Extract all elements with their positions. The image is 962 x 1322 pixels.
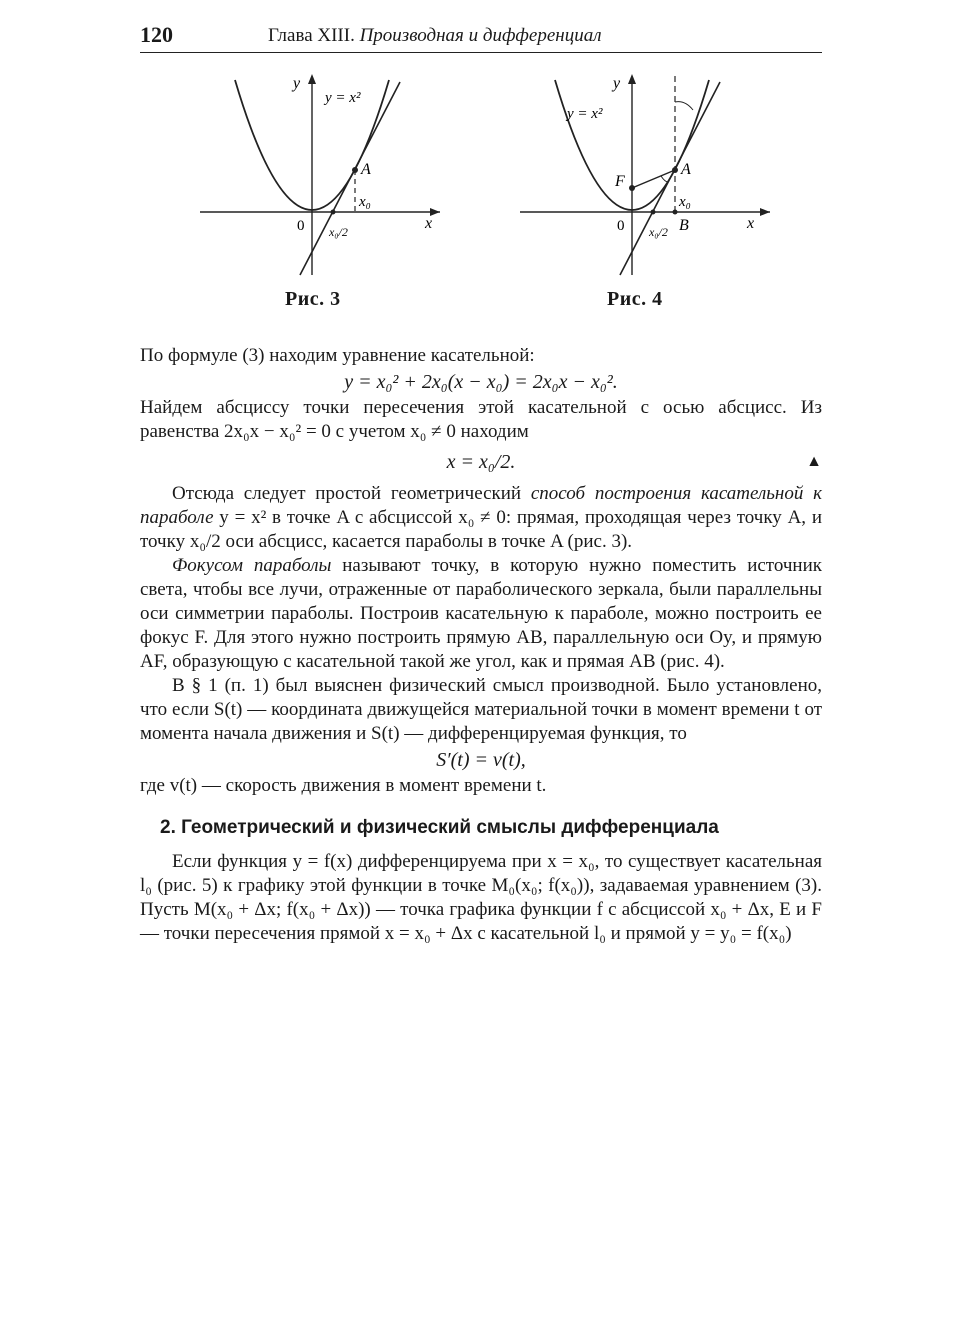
- point-b-label: B: [679, 217, 689, 234]
- paragraph-focus: [140, 554, 822, 674]
- running-header: [140, 20, 822, 53]
- focus-term: Фокусом параболы: [172, 555, 332, 576]
- qed-mark: ▲: [806, 453, 822, 470]
- x0-label: x₀: [679, 194, 691, 210]
- point-f: [629, 185, 635, 191]
- y-axis-arrow: [308, 74, 316, 84]
- formula-x-half-text: x = x₀/2.: [446, 451, 516, 473]
- paragraph-construction: [140, 482, 822, 554]
- figure-3-diagram: [195, 70, 445, 280]
- paragraph-intersection: Найдем абсциссу точки пересечения этой касательной с осью абсцисс. Из равенства 2x₀x − x₀² = 0 с учетом x₀ ≠ 0 находим: [140, 397, 822, 442]
- paragraph-velocity-def: где v(t) — скорость движения в момент времени t.: [140, 775, 547, 796]
- figure-4-diagram: [515, 70, 775, 280]
- x0-label: x₀: [359, 194, 371, 210]
- body-text: [140, 344, 822, 946]
- point-b: [673, 210, 678, 215]
- paragraph-tangent-formula: По формуле (3) находим уравнение касательной:: [140, 345, 535, 366]
- construction-lead: Отсюда следует простой геометрический: [172, 483, 531, 504]
- figure-3: [195, 70, 445, 315]
- section-heading: 2. Геометрический и физический смыслы дифференциала: [160, 817, 719, 838]
- paragraph-differential: Если функция y = f(x) дифференцируема при x = x₀, то существует касательная l₀ (рис. 5) к графику этой функции в точке M₀(x₀; f(x₀)), задаваемая уравнением (3). Пусть M(x₀ + Δx; f(x₀ + Δx)) — точка графика функции f с абсциссой x₀ + Δx, E и F — точки пересечения прямой x = x₀ + Δx с касательной l₀ и прямой y = y₀ = f(x₀): [140, 851, 822, 944]
- point-a: [672, 167, 678, 173]
- paragraph-physical-meaning: В § 1 (п. 1) был выяснен физический смысл производной. Было установлено, что если S(t) — координата движущейся материальной точки в момент времени t от момента начала движения и S(t) — дифференцируемая функция, то: [140, 675, 822, 744]
- y-axis-arrow: [628, 74, 636, 84]
- angle-mark-upper: [675, 102, 693, 110]
- half-label: x₀/2: [329, 225, 348, 239]
- point-half: [651, 210, 656, 215]
- figure-3-caption: Рис. 3: [285, 288, 341, 310]
- x-axis-arrow: [760, 208, 770, 216]
- running-title: [268, 25, 602, 47]
- curve-label: y = x²: [567, 106, 603, 122]
- chapter-label: Глава XIII.: [268, 25, 355, 46]
- y-axis-label: y: [613, 75, 621, 92]
- x-axis-label: x: [747, 215, 755, 232]
- origin-label: 0: [297, 218, 305, 234]
- origin-label: 0: [617, 218, 625, 234]
- figure-4: [515, 70, 775, 315]
- figure-4-caption: Рис. 4: [607, 288, 663, 310]
- focus-definition: называют точку, в которую нужно поместить источник света, чтобы все лучи, отраженные от параболического зеркала, были параллельны оси симметрии параболы. Построив касательную к параболе, можно построить ее фокус F. Для этого нужно построить прямую AB, параллельную оси Oy, и прямую AF, образующую с касательной такой же угол, как и прямая AB (рис. 4).: [140, 555, 822, 672]
- construction-emphasis: способ построения касательной к параболе: [140, 483, 822, 528]
- point-f-label: F: [615, 173, 625, 190]
- angle-mark-lower: [661, 176, 668, 182]
- point-half: [331, 210, 336, 215]
- page-number: 120: [140, 22, 173, 47]
- x-axis-label: x: [425, 215, 433, 232]
- chapter-title: Производная и дифференциал: [359, 25, 602, 46]
- point-a-label: A: [361, 161, 371, 178]
- point-a: [352, 167, 358, 173]
- line-af: [632, 170, 675, 188]
- point-a-label: A: [681, 161, 691, 178]
- formula-velocity: S′(t) = v(t),: [436, 749, 526, 771]
- formula-tangent: y = x₀² + 2x₀(x − x₀) = 2x₀x − x₀².: [344, 371, 618, 393]
- construction-rest: y = x² в точке A с абсциссой x₀ ≠ 0: прямая, проходящая через точку A, и точку x₀/2 оси абсцисс, касается параболы в точке A (рис. 3).: [140, 507, 822, 552]
- y-axis-label: y: [293, 75, 301, 92]
- tangent-line: [620, 82, 720, 275]
- formula-x-half: [140, 450, 822, 474]
- curve-label: y = x²: [325, 90, 361, 106]
- half-label: x₀/2: [649, 225, 668, 239]
- tangent-line: [300, 82, 400, 275]
